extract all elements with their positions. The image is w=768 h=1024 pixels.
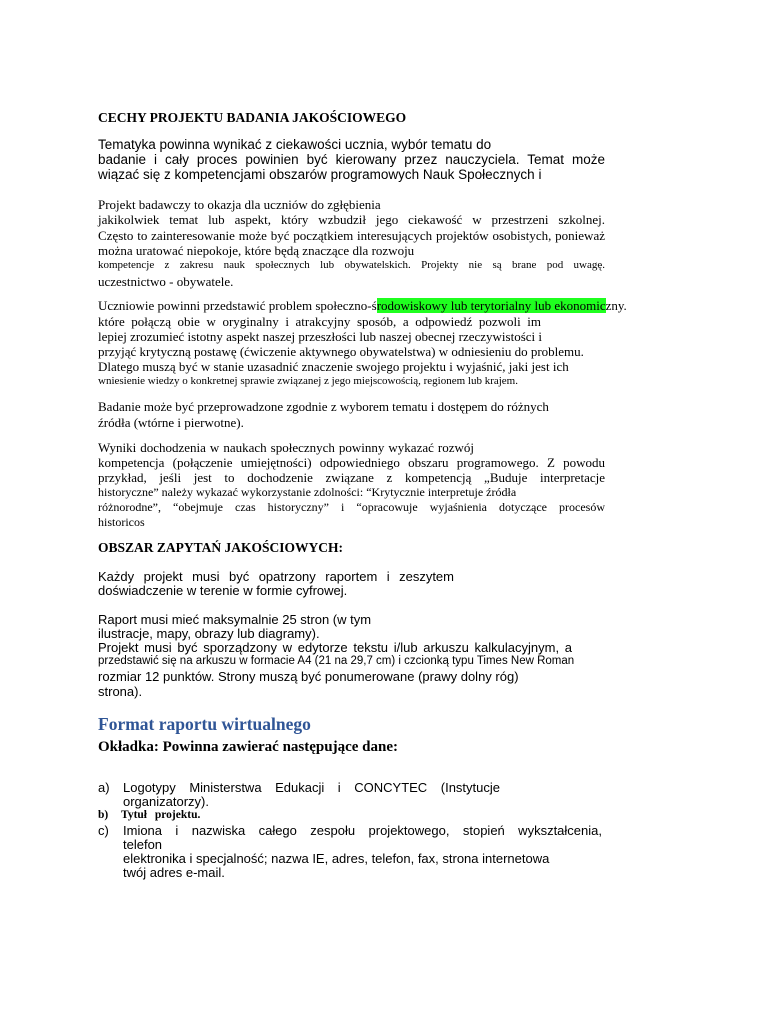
section-heading: OBSZAR ZAPYTAŃ JAKOŚCIOWYCH: (98, 540, 344, 555)
list-item-text: Imiona i nazwiska całego zespołu projektowego, stopień wykształcenia, (123, 823, 602, 838)
paragraph-line: rozmiar 12 punktów. Strony muszą być ponumerowane (prawy dolny róg) (98, 669, 519, 684)
highlighted-text: rodowiskowy lub terytorialny lub ekonomic (376, 298, 606, 313)
paragraph-line: historyczne” należy wykazać wykorzystanie zdolności: “Krytycznie interpretuje źródła (98, 485, 517, 499)
paragraph-line: Raport musi mieć maksymalnie 25 stron (w tym (98, 612, 372, 627)
cover-subtitle: Okładka: Powinna zawierać następujące dane: (98, 739, 398, 755)
paragraph-line: ilustracje, mapy, obrazy lub diagramy). (98, 626, 320, 641)
paragraph-line: Badanie może być przeprowadzone zgodnie z wyborem tematu i dostępem do różnych (98, 399, 549, 414)
list-item-text: twój adres e-mail. (123, 865, 225, 880)
paragraph-line: historicos (98, 515, 145, 529)
paragraph-line: Tematyka powinna wynikać z ciekawości ucznia, wybór tematu do (98, 137, 492, 152)
list-item-text: Tytuł projektu. (121, 809, 201, 821)
paragraph-line: strona). (98, 684, 143, 699)
paragraph-line: Wyniki dochodzenia w naukach społecznych powinny wykazać rozwój (98, 440, 474, 455)
list-marker: a) (98, 780, 110, 795)
list-item-text: elektronika i specjalność; nazwa IE, adres, telefon, fax, strona internetowa (123, 851, 550, 866)
paragraph-line: wiązać się z kompetencjami obszarów programowych Nauk Społecznych i (98, 167, 542, 182)
paragraph-line: jakikolwiek temat lub aspekt, który wzbudził jego ciekawość w przestrzeni szkolnej. (98, 212, 605, 227)
paragraph-line: lepiej zrozumieć istotny aspekt naszej przeszłości lub naszej obecnej rzeczywistości i (98, 329, 542, 344)
paragraph-line: przykład, jeśli jest to dochodzenie związane z kompetencją „Buduje interpretacje (98, 470, 605, 485)
paragraph-line: kompetencja (połączenie umiejętności) odpowiedniego obszaru programowego. Z powodu (98, 455, 605, 470)
paragraph-line: Często to zainteresowanie może być początkiem interesujących projektów osobistych, ponieważ (98, 228, 605, 243)
paragraph-line: wniesienie wiedzy o konkretnej sprawie związanej z jego miejscowością, regionem lub krajem. (98, 375, 518, 387)
paragraph-line: można uratować niepokoje, które będą znaczące dla rozwoju (98, 243, 415, 258)
paragraph-line: doświadczenie w terenie w formie cyfrowej. (98, 583, 348, 598)
list-marker: c) (98, 823, 109, 838)
text-run: Uczniowie powinni przedstawić problem społeczno-ś (98, 298, 377, 313)
paragraph-line: badanie i cały proces powinien być kierowany przez nauczyciela. Temat może (98, 152, 605, 167)
paragraph-line: Projekt musi być sporządzony w edytorze tekstu i/lub arkuszu kalkulacyjnym, a (98, 640, 572, 655)
paragraph-line: przedstawić się na arkuszu w formacie A4 (21 na 29,7 cm) i czcionką typu Times New Roman (98, 655, 575, 667)
paragraph-line: kompetencje z zakresu nauk społecznych lub obywatelskich. Projekty nie są brane pod uwagę. (98, 259, 605, 271)
paragraph-line: przyjąć krytyczną postawę (ćwiczenie aktywnego obywatelstwa) w odniesieniu do problemu. (98, 344, 584, 359)
list-item-text: telefon (123, 837, 163, 852)
paragraph-line: Dlatego muszą być w stanie uzasadnić znaczenie swojego projektu i wyjaśnić, jaki jest ich (98, 359, 569, 374)
list-item-text: Logotypy Ministerstwa Edukacji i CONCYTEC (Instytucje (123, 780, 500, 795)
page-heading: CECHY PROJEKTU BADANIA JAKOŚCIOWEGO (98, 110, 407, 125)
section-title: Format raportu wirtualnego (98, 714, 311, 734)
list-marker: b) (98, 809, 109, 821)
paragraph-line (98, 299, 627, 312)
paragraph-line: uczestnictwo - obywatele. (98, 274, 234, 289)
paragraph-line: Każdy projekt musi być opatrzony raportem i zeszytem (98, 569, 454, 584)
paragraph-line: źródła (wtórne i pierwotne). (98, 415, 244, 430)
list-item-text: organizatorzy). (123, 794, 209, 809)
paragraph-line: Projekt badawczy to okazja dla uczniów do zgłębienia (98, 197, 381, 212)
paragraph-line: które połączą obie w oryginalny i atrakcyjny sposób, a odpowiedź pozwoli im (98, 314, 541, 329)
text-run: zny. (605, 298, 627, 313)
paragraph-line: różnorodne”, “obejmuje czas historyczny” i “opracowuje wyjaśnienia dotyczące procesów (98, 500, 605, 514)
